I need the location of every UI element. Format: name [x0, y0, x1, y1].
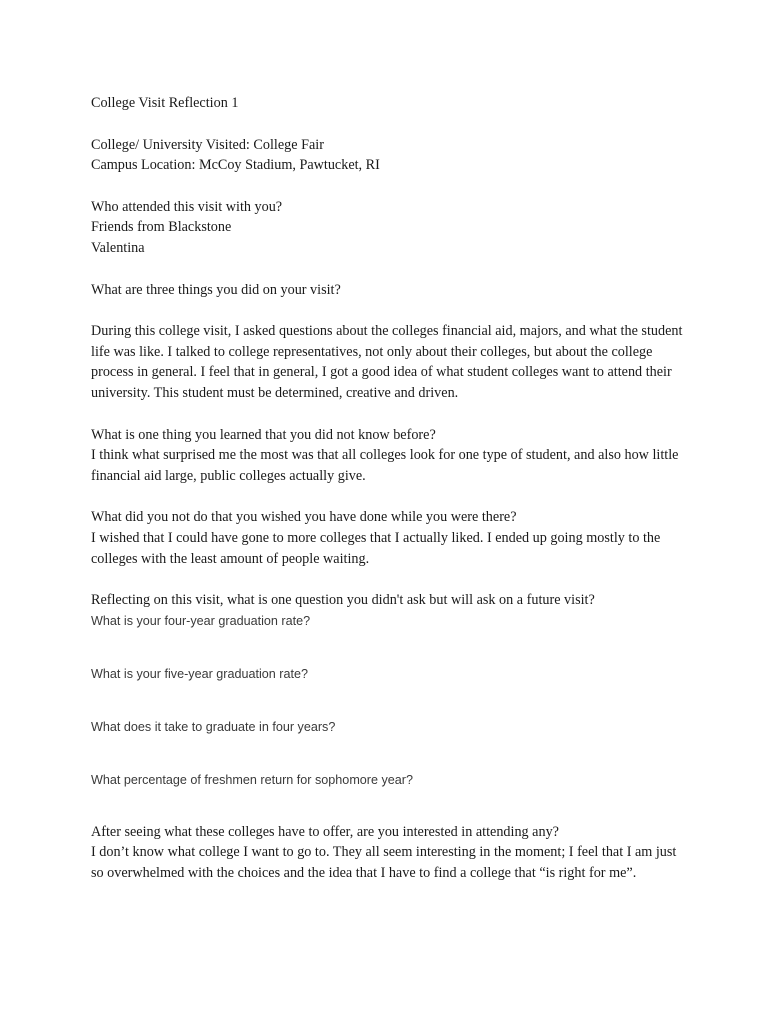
document-title: College Visit Reflection 1 — [91, 95, 239, 111]
three-things-answer: During this college visit, I asked questions about the colleges financial aid, majors, and what the student life was like. I talked to college representatives, not only about their colleges, but about the college process in general. I feel that in general, I got a good idea of what student colleges want to attend their university. This student must be determined, creative and driven. — [91, 323, 683, 401]
future-question-item: What percentage of freshmen return for sophomore year? — [91, 772, 414, 787]
wished-answer: I wished that I could have gone to more colleges that I actually liked. I ended up going mostly to the colleges with the least amount of people waiting. — [91, 529, 661, 567]
attended-answer-2: Valentina — [91, 239, 145, 256]
interested-answer: I don’t know what college I want to go to. They all seem interesting in the moment; I feel that I am just so overwhelmed with the choices and the idea that I have to find a college that “is right for me”. — [91, 844, 677, 881]
wished-question: What did you not do that you wished you have done while you were there? — [91, 509, 517, 526]
future-question: Reflecting on this visit, what is one question you didn't ask but will ask on a future visit? — [91, 592, 595, 609]
future-question-item: What does it take to graduate in four years? — [91, 719, 336, 734]
interested-section — [91, 822, 691, 884]
learned-section — [91, 425, 691, 487]
learned-question: What is one thing you learned that you did not know before? — [91, 426, 436, 443]
college-visited-line: College/ University Visited: College Fair — [91, 136, 324, 153]
campus-location-line: Campus Location: McCoy Stadium, Pawtucket, RI — [91, 157, 380, 174]
wished-section — [91, 507, 691, 569]
learned-answer: I think what surprised me the most was that all colleges look for one type of student, and also how little financial aid large, public colleges actually give. — [91, 447, 679, 484]
future-question-item: What is your four-year graduation rate? — [91, 613, 311, 628]
attended-question: Who attended this visit with you? — [91, 198, 283, 215]
interested-question: After seeing what these colleges have to offer, are you interested in attending any? — [91, 823, 559, 840]
document-page — [91, 93, 691, 883]
future-question-item: What is your five-year graduation rate? — [91, 666, 308, 681]
visit-details — [91, 135, 691, 176]
future-question-section — [91, 590, 691, 790]
three-things-question: What are three things you did on your visit? — [91, 281, 341, 298]
attended-answer-1: Friends from Blackstone — [91, 219, 232, 236]
attended-section — [91, 197, 691, 259]
